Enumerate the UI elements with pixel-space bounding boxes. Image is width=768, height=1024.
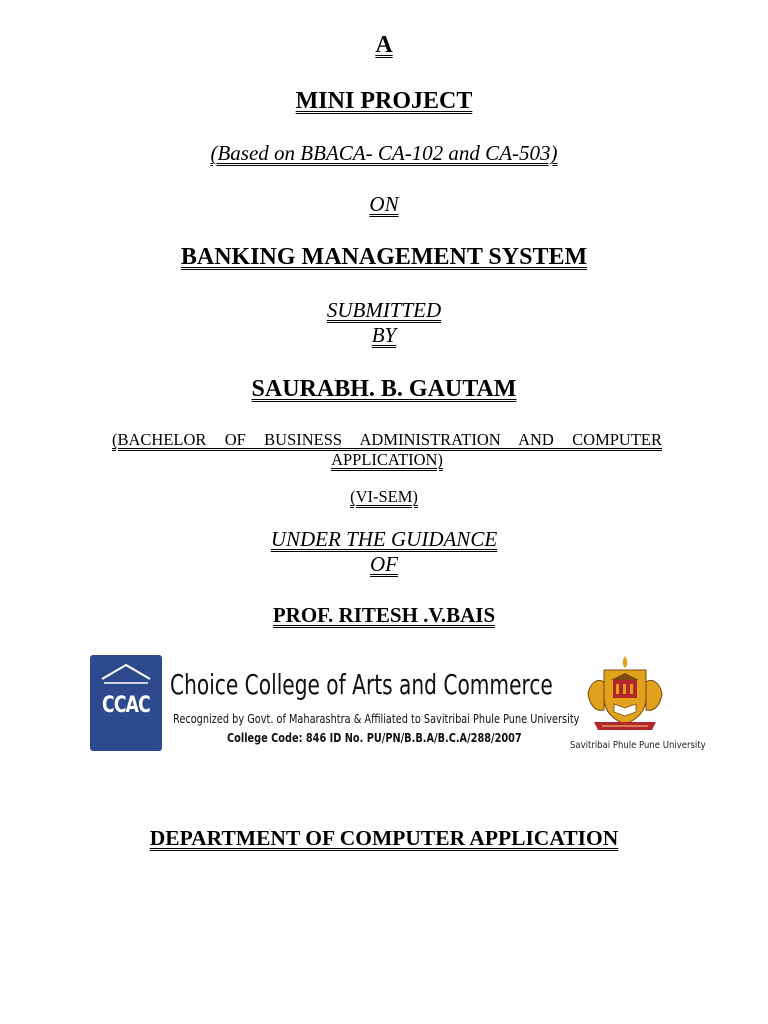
college-banner xyxy=(90,654,706,754)
guidance-label: UNDER THE GUIDANCE xyxy=(270,527,498,551)
college-name: Choice College of Arts and Commerce xyxy=(170,668,553,701)
by-label: BY xyxy=(371,323,397,347)
ccac-logo-text: CCAC xyxy=(102,693,150,718)
student-name: SAURABH. B. GAUTAM xyxy=(251,376,517,402)
course-name: (BACHELOR OF BUSINESS ADMINISTRATION AND COMPUTER APPLICATION) xyxy=(112,430,662,469)
cover-based-on: (Based on BBACA- CA-102 and CA-503) xyxy=(210,141,558,165)
cover-on: ON xyxy=(369,192,399,216)
cover-mini-project: MINI PROJECT xyxy=(295,88,473,114)
college-code: College Code: 846 ID No. PU/PN/B.B.A/B.C.A/288/2007 xyxy=(227,730,522,745)
project-title: BANKING MANAGEMENT SYSTEM xyxy=(180,244,588,270)
submitted-label: SUBMITTED xyxy=(326,298,442,322)
university-name: Savitribai Phule Pune University xyxy=(570,740,706,751)
of-label: OF xyxy=(370,552,398,576)
guide-name: PROF. RITESH .V.BAIS xyxy=(272,603,496,627)
ccac-logo xyxy=(90,655,162,751)
cover-article: A xyxy=(375,32,393,58)
university-emblem-icon xyxy=(580,654,670,736)
semester: (VI-SEM) xyxy=(350,487,418,506)
college-recognition: Recognized by Govt. of Maharashtra & Affiliated to Savitribai Phule Pune University xyxy=(173,711,580,726)
department-name: DEPARTMENT OF COMPUTER APPLICATION xyxy=(149,826,619,850)
